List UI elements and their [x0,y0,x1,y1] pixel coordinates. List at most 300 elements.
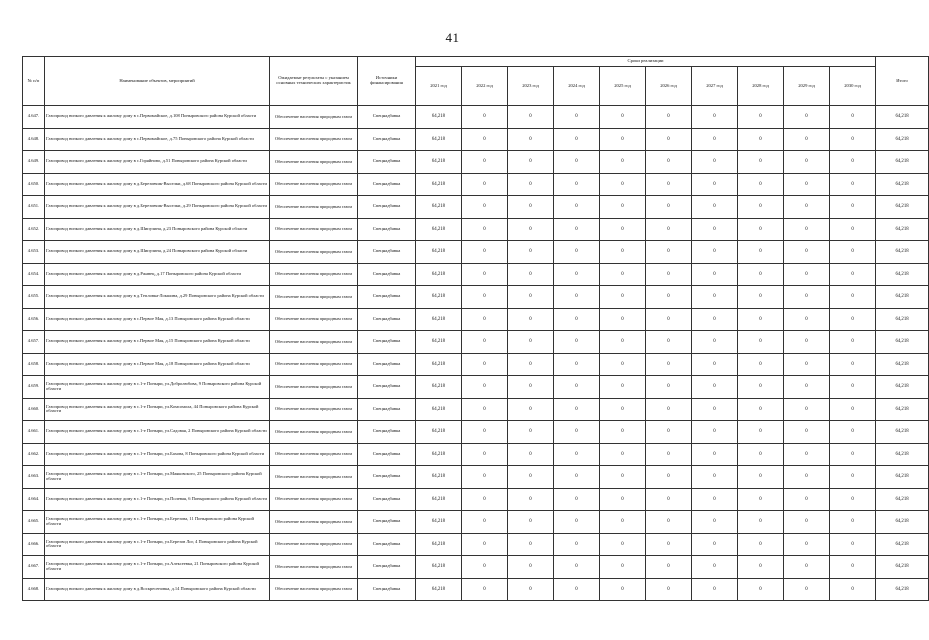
expected-result: Обеспечение населения природным газом [270,218,358,241]
year-value: 0 [692,511,738,534]
object-name: Газопровод низкого давления к жилому дому в с.1-е Поныри, ул.Березова, 11 Поныровского района Курской области [45,511,270,534]
row-total: 64,218 [876,196,929,219]
row-total: 64,218 [876,241,929,264]
year-value: 0 [600,241,646,264]
year-value: 64,218 [416,173,462,196]
row-total: 64,218 [876,263,929,286]
row-total: 64,218 [876,511,929,534]
year-value: 0 [554,533,600,556]
row-total: 64,218 [876,218,929,241]
funding-source: Спецнадбавка [358,533,416,556]
year-value: 0 [646,556,692,579]
row-number: 4.665. [23,511,45,534]
year-value: 0 [462,421,508,444]
year-value: 0 [462,263,508,286]
year-value: 0 [462,398,508,421]
header-purpose: Ожидаемые результаты с указанием основных технических характеристик [270,57,358,106]
row-number: 4.656. [23,308,45,331]
year-value: 0 [784,443,830,466]
year-value: 64,218 [416,241,462,264]
year-value: 0 [830,398,876,421]
year-value: 0 [600,533,646,556]
object-name: Газопровод низкого давления к жилому дому в с.1-е Поныри, ул.Добролюбова, 9 Поныровского района Курской области [45,376,270,399]
year-value: 0 [692,331,738,354]
table-row [23,488,929,511]
year-value: 0 [738,398,784,421]
year-value: 0 [600,286,646,309]
year-value: 0 [830,376,876,399]
funding-source: Спецнадбавка [358,578,416,601]
year-value: 0 [554,488,600,511]
year-value: 0 [738,443,784,466]
year-value: 0 [600,151,646,174]
year-value: 0 [462,578,508,601]
year-value: 0 [508,173,554,196]
year-value: 0 [600,353,646,376]
year-value: 0 [738,151,784,174]
year-value: 0 [830,263,876,286]
year-value: 0 [830,466,876,489]
year-value: 0 [738,353,784,376]
funding-source: Спецнадбавка [358,263,416,286]
row-total: 64,218 [876,308,929,331]
funding-source: Спецнадбавка [358,331,416,354]
row-number: 4.653. [23,241,45,264]
year-value: 0 [508,353,554,376]
year-value: 0 [738,488,784,511]
year-value: 0 [830,578,876,601]
year-value: 0 [462,218,508,241]
year-value: 64,218 [416,308,462,331]
object-name: Газопровод низкого давления к жилому дому в с.Первое Мая, д.13 Поныровского района Курской области [45,308,270,331]
year-value: 0 [646,398,692,421]
table-row [23,466,929,489]
year-value: 0 [738,511,784,534]
header-year: 2030 год [830,67,876,106]
year-value: 0 [554,196,600,219]
year-value: 0 [738,241,784,264]
expected-result: Обеспечение населения природным газом [270,376,358,399]
object-name: Газопровод низкого давления к жилому дому в с.1-е Поныри, ул.Садовая, 2 Поныровского района Курской области [45,421,270,444]
year-value: 0 [600,218,646,241]
year-value: 0 [508,128,554,151]
year-value: 0 [462,241,508,264]
year-value: 0 [646,196,692,219]
year-value: 0 [738,263,784,286]
funding-source: Спецнадбавка [358,173,416,196]
header-source: Источники финансирования [358,57,416,106]
year-value: 64,218 [416,578,462,601]
object-name: Газопровод низкого давления к жилому дому в д.Тепловка-Локшина, д.29 Поныровского района Курской области [45,286,270,309]
year-value: 0 [830,421,876,444]
header-num: № п/п [23,57,45,106]
expected-result: Обеспечение населения природным газом [270,443,358,466]
object-name: Газопровод низкого давления к жилому дому в с.1-е Поныри, ул.Полевая, 6 Поныровского района Курской области [45,488,270,511]
year-value: 0 [554,331,600,354]
expected-result: Обеспечение населения природным газом [270,263,358,286]
year-value: 0 [784,286,830,309]
year-value: 0 [554,578,600,601]
year-value: 0 [830,511,876,534]
year-value: 0 [784,353,830,376]
expected-result: Обеспечение населения природным газом [270,173,358,196]
year-value: 0 [646,263,692,286]
row-number: 4.650. [23,173,45,196]
year-value: 64,218 [416,151,462,174]
year-value: 64,218 [416,263,462,286]
year-value: 0 [508,556,554,579]
year-value: 0 [692,151,738,174]
year-value: 0 [554,398,600,421]
expected-result: Обеспечение населения природным газом [270,511,358,534]
year-value: 0 [508,376,554,399]
object-name: Газопровод низкого давления к жилому дому в с.Первомайское, д.75 Поныровского района Курской области [45,128,270,151]
table-row [23,533,929,556]
object-name: Газопровод низкого давления к жилому дому в с.1-е Поныри, ул.Бахова, 8 Поныровского района Курской области [45,443,270,466]
row-total: 64,218 [876,286,929,309]
year-value: 0 [462,106,508,129]
year-value: 0 [600,263,646,286]
funding-source: Спецнадбавка [358,241,416,264]
year-value: 0 [738,286,784,309]
year-value: 64,218 [416,556,462,579]
header-year: 2027 год [692,67,738,106]
row-number: 4.651. [23,196,45,219]
object-name: Газопровод низкого давления к жилому дому в д.Ржавец, д.17 Поныровского района Курской области [45,263,270,286]
year-value: 0 [508,241,554,264]
year-value: 0 [830,128,876,151]
year-value: 0 [738,218,784,241]
year-value: 0 [646,376,692,399]
expected-result: Обеспечение населения природным газом [270,533,358,556]
year-value: 0 [784,173,830,196]
row-total: 64,218 [876,421,929,444]
expected-result: Обеспечение населения природным газом [270,331,358,354]
row-total: 64,218 [876,106,929,129]
year-value: 0 [784,421,830,444]
table-header [23,57,929,106]
investment-program-table [22,56,929,601]
year-value: 0 [784,263,830,286]
year-value: 0 [462,466,508,489]
object-name: Газопровод низкого давления к жилому дому в д.Воскресеновка, д.14 Поныровского района Курской области [45,578,270,601]
year-value: 0 [830,218,876,241]
year-value: 0 [692,533,738,556]
year-value: 64,218 [416,511,462,534]
year-value: 0 [462,151,508,174]
year-value: 0 [830,151,876,174]
year-value: 0 [784,331,830,354]
year-value: 0 [692,443,738,466]
year-value: 0 [600,196,646,219]
year-value: 0 [646,466,692,489]
year-value: 0 [554,106,600,129]
table-row [23,443,929,466]
object-name: Газопровод низкого давления к жилому дому в д.Шипулина, д.23 Поныровского района Курской области [45,218,270,241]
funding-source: Спецнадбавка [358,218,416,241]
year-value: 0 [738,308,784,331]
year-value: 0 [738,578,784,601]
year-value: 0 [462,533,508,556]
year-value: 64,218 [416,218,462,241]
year-value: 0 [462,556,508,579]
year-value: 0 [600,466,646,489]
year-value: 0 [646,106,692,129]
year-value: 0 [600,308,646,331]
year-value: 0 [830,488,876,511]
table-row [23,331,929,354]
year-value: 0 [554,353,600,376]
table-row [23,421,929,444]
year-value: 0 [692,578,738,601]
year-value: 0 [462,308,508,331]
year-value: 0 [692,218,738,241]
year-value: 0 [554,263,600,286]
row-total: 64,218 [876,151,929,174]
object-name: Газопровод низкого давления к жилому дому в с.1-е Поныри, ул.Алексеевка, 21 Поныровского района Курской области [45,556,270,579]
year-value: 0 [784,376,830,399]
year-value: 0 [738,533,784,556]
funding-source: Спецнадбавка [358,398,416,421]
year-value: 0 [646,488,692,511]
year-value: 0 [462,376,508,399]
year-value: 0 [646,241,692,264]
header-year: 2025 год [600,67,646,106]
object-name: Газопровод низкого давления к жилому дому в с.1-е Поныри, ул.Маяковского, 25 Поныровского района Курской области [45,466,270,489]
header-total: Итого [876,57,929,106]
year-value: 64,218 [416,196,462,219]
row-number: 4.663. [23,466,45,489]
year-value: 0 [830,106,876,129]
header-year: 2021 год [416,67,462,106]
row-total: 64,218 [876,331,929,354]
expected-result: Обеспечение населения природным газом [270,196,358,219]
header-year: 2029 год [784,67,830,106]
row-total: 64,218 [876,556,929,579]
funding-source: Спецнадбавка [358,376,416,399]
year-value: 0 [508,578,554,601]
year-value: 0 [600,106,646,129]
year-value: 0 [830,196,876,219]
funding-source: Спецнадбавка [358,106,416,129]
year-value: 0 [554,173,600,196]
year-value: 0 [830,286,876,309]
year-value: 0 [600,443,646,466]
row-number: 4.668. [23,578,45,601]
year-value: 0 [646,331,692,354]
row-number: 4.667. [23,556,45,579]
year-value: 0 [784,398,830,421]
year-value: 64,218 [416,128,462,151]
funding-source: Спецнадбавка [358,488,416,511]
year-value: 0 [600,398,646,421]
year-value: 0 [600,376,646,399]
expected-result: Обеспечение населения природным газом [270,106,358,129]
row-number: 4.658. [23,353,45,376]
expected-result: Обеспечение населения природным газом [270,488,358,511]
row-total: 64,218 [876,533,929,556]
funding-source: Спецнадбавка [358,151,416,174]
year-value: 0 [554,241,600,264]
table-row [23,556,929,579]
year-value: 0 [600,173,646,196]
year-value: 0 [830,533,876,556]
year-value: 0 [692,173,738,196]
expected-result: Обеспечение населения природным газом [270,128,358,151]
year-value: 0 [646,533,692,556]
year-value: 64,218 [416,488,462,511]
row-number: 4.654. [23,263,45,286]
year-value: 64,218 [416,421,462,444]
object-name: Газопровод низкого давления к жилому дому в с.Первое Мая, д.15 Поныровского района Курской области [45,331,270,354]
funding-source: Спецнадбавка [358,196,416,219]
year-value: 0 [508,466,554,489]
year-value: 0 [738,331,784,354]
year-value: 0 [646,353,692,376]
year-value: 0 [600,511,646,534]
year-value: 0 [508,488,554,511]
year-value: 0 [738,173,784,196]
year-value: 64,218 [416,398,462,421]
year-value: 0 [646,578,692,601]
table-body [23,106,929,601]
year-value: 0 [830,556,876,579]
row-number: 4.662. [23,443,45,466]
table-row [23,308,929,331]
year-value: 0 [738,106,784,129]
expected-result: Обеспечение населения природным газом [270,466,358,489]
year-value: 0 [692,106,738,129]
row-number: 4.659. [23,376,45,399]
year-value: 0 [784,556,830,579]
year-value: 0 [738,376,784,399]
funding-source: Спецнадбавка [358,286,416,309]
year-value: 0 [646,128,692,151]
expected-result: Обеспечение населения природным газом [270,151,358,174]
year-value: 0 [554,218,600,241]
funding-source: Спецнадбавка [358,556,416,579]
row-number: 4.664. [23,488,45,511]
year-value: 0 [462,331,508,354]
year-value: 0 [508,151,554,174]
object-name: Газопровод низкого давления к жилому дому в д.Березовчик-Выселки, д.29 Поныровского района Курской области [45,196,270,219]
year-value: 0 [738,128,784,151]
year-value: 0 [830,443,876,466]
year-value: 0 [600,421,646,444]
year-value: 0 [830,353,876,376]
year-value: 0 [830,241,876,264]
table-row [23,376,929,399]
row-number: 4.647. [23,106,45,129]
year-value: 0 [784,466,830,489]
row-total: 64,218 [876,353,929,376]
year-value: 0 [600,488,646,511]
year-value: 0 [462,488,508,511]
row-total: 64,218 [876,376,929,399]
expected-result: Обеспечение населения природным газом [270,308,358,331]
row-total: 64,218 [876,128,929,151]
row-number: 4.652. [23,218,45,241]
table-row [23,106,929,129]
object-name: Газопровод низкого давления к жилому дому в д.Березовчик-Выселки, д.68 Поныровского района Курской области [45,173,270,196]
row-number: 4.657. [23,331,45,354]
year-value: 0 [646,308,692,331]
object-name: Газопровод низкого давления к жилому дому в с.Первомайское, д.108 Поныровского района Курской области [45,106,270,129]
row-number: 4.666. [23,533,45,556]
year-value: 0 [784,196,830,219]
year-value: 0 [784,488,830,511]
funding-source: Спецнадбавка [358,443,416,466]
year-value: 0 [462,443,508,466]
year-value: 0 [692,488,738,511]
year-value: 0 [738,196,784,219]
header-year: 2028 год [738,67,784,106]
year-value: 0 [784,218,830,241]
year-value: 0 [692,421,738,444]
year-value: 0 [692,286,738,309]
funding-source: Спецнадбавка [358,353,416,376]
header-year: 2023 год [508,67,554,106]
year-value: 0 [646,421,692,444]
year-value: 0 [508,196,554,219]
year-value: 64,218 [416,353,462,376]
row-number: 4.649. [23,151,45,174]
object-name: Газопровод низкого давления к жилому дому в с.Первое Мая, д.18 Поныровского района Курской области [45,353,270,376]
year-value: 0 [784,533,830,556]
year-value: 0 [646,173,692,196]
expected-result: Обеспечение населения природным газом [270,286,358,309]
year-value: 0 [738,421,784,444]
funding-source: Спецнадбавка [358,511,416,534]
year-value: 0 [554,443,600,466]
year-value: 0 [646,218,692,241]
year-value: 0 [462,173,508,196]
funding-source: Спецнадбавка [358,466,416,489]
year-value: 0 [692,196,738,219]
year-value: 0 [784,578,830,601]
year-value: 0 [554,511,600,534]
year-value: 0 [554,376,600,399]
year-value: 0 [784,106,830,129]
object-name: Газопровод низкого давления к жилому дому в с.1-е Поныри, ул.Комсомола, 44 Поныровского района Курской области [45,398,270,421]
year-value: 0 [738,556,784,579]
expected-result: Обеспечение населения природным газом [270,353,358,376]
year-value: 0 [508,106,554,129]
header-year: 2022 год [462,67,508,106]
year-value: 0 [692,376,738,399]
funding-source: Спецнадбавка [358,421,416,444]
year-value: 64,218 [416,106,462,129]
row-total: 64,218 [876,488,929,511]
year-value: 0 [554,308,600,331]
year-value: 0 [646,286,692,309]
table-row [23,196,929,219]
table-row [23,398,929,421]
expected-result: Обеспечение населения природным газом [270,398,358,421]
row-total: 64,218 [876,466,929,489]
year-value: 0 [692,241,738,264]
page-number: 41 [445,30,460,45]
year-value: 0 [508,331,554,354]
row-number: 4.660. [23,398,45,421]
year-value: 0 [508,511,554,534]
year-value: 64,218 [416,466,462,489]
year-value: 0 [554,556,600,579]
expected-result: Обеспечение населения природным газом [270,241,358,264]
row-number: 4.661. [23,421,45,444]
year-value: 0 [508,443,554,466]
year-value: 0 [508,533,554,556]
